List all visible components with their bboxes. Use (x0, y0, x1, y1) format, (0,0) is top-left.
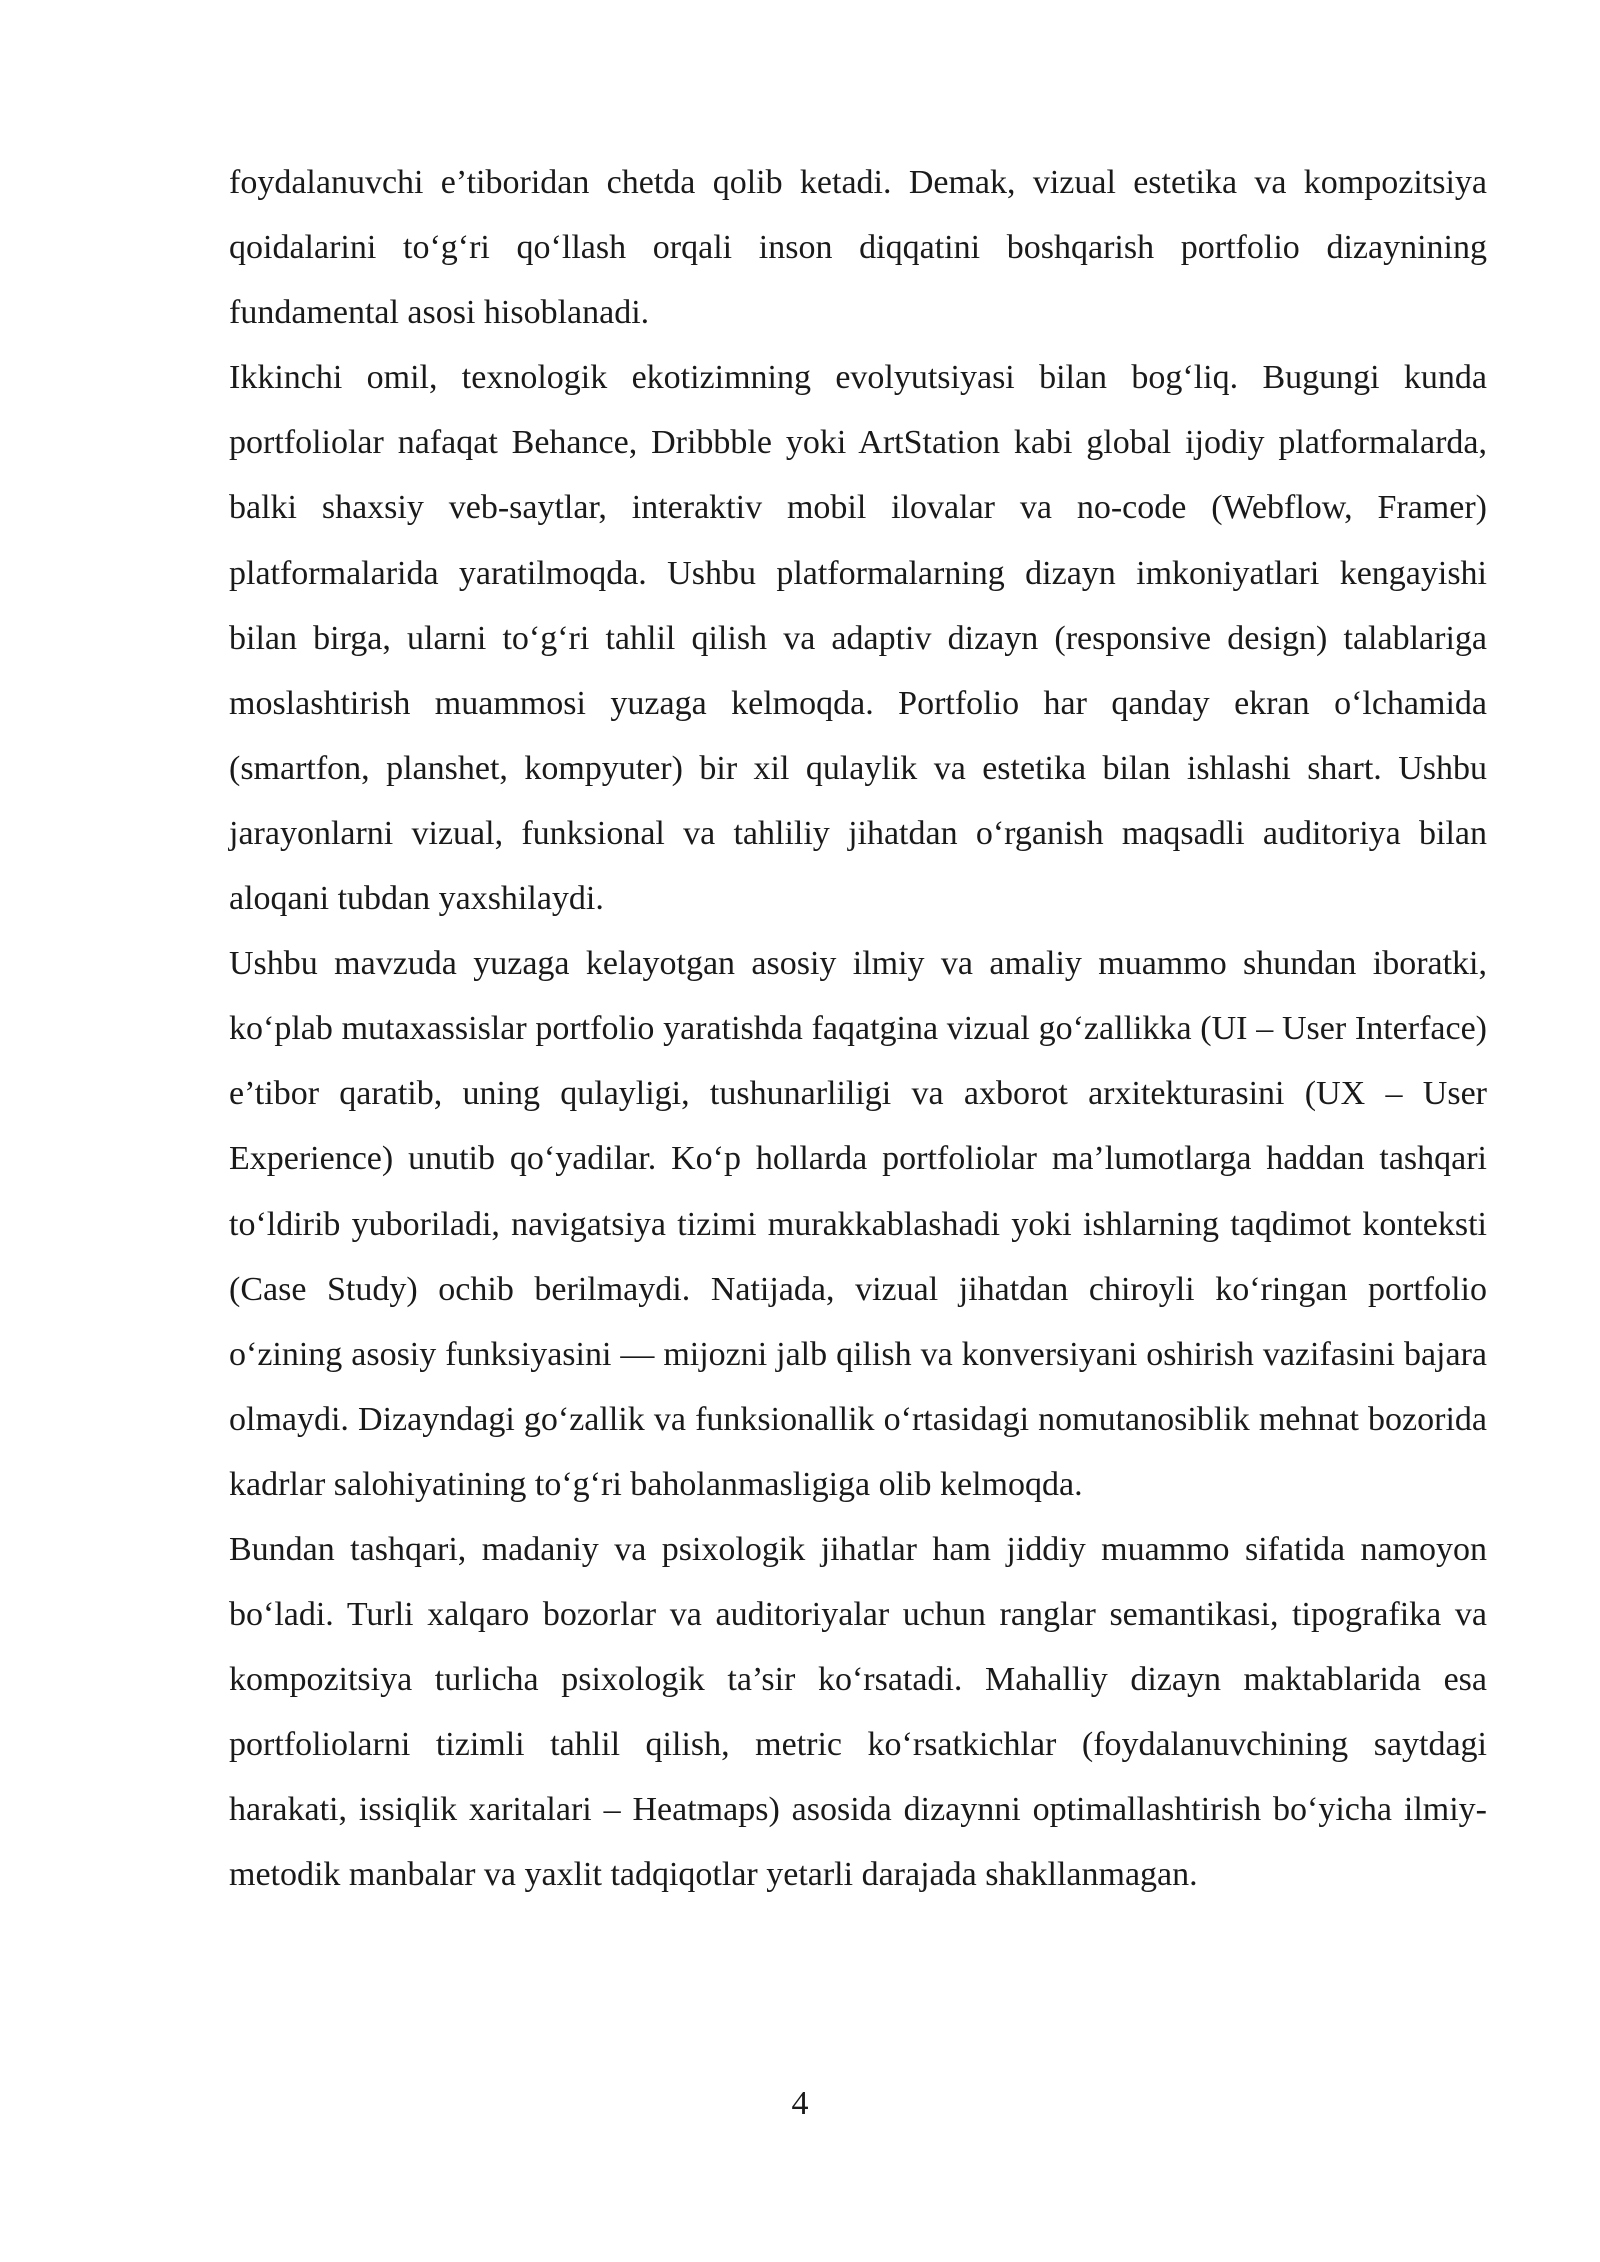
paragraph-4: Bundan tashqari, madaniy va psixologik jihatlar ham jiddiy muammo sifatida namoyon bo‘ladi. Turli xalqaro bozorlar va auditoriyalar uchun ranglar semantikasi, tipografika va kompozitsiya turlicha psixologik ta’sir ko‘rsatadi. Mahalliy dizayn maktablarida esa portfoliolarni tizimli tahlil qilish, metric ko‘rsatkichlar (foydalanuvchining saytdagi harakati, issiqlik xaritalari – Heatmaps) asosida dizaynni optimallashtirish bo‘yicha ilmiy-metodik manbalar va yaxlit tadqiqotlar yetarli darajada shakllanmagan. (229, 1530, 1487, 1894)
paragraph-2: Ikkinchi omil, texnologik ekotizimning evolyutsiyasi bilan bog‘liq. Bugungi kunda portfoliolar nafaqat Behance, Dribbble yoki ArtStation kabi global ijodiy platformalarda, balki shaxsiy veb-saytlar, interaktiv mobil ilovalar va no-code (Webflow, Framer) platformalarida yaratilmoqda. Ushbu platformalarning dizayn imkoniyatlari kengayishi bilan birga, ularni to‘g‘ri tahlil qilish va adaptiv dizayn (responsive design) talablariga moslashtirish muammosi yuzaga kelmoqda. Portfolio har qanday ekran o‘lchamida (smartfon, planshet, kompyuter) bir xil qulaylik va estetika bilan ishlashi shart. Ushbu jarayonlarni vizual, funksional va tahliliy jihatdan o‘rganish maqsadli auditoriya bilan aloqani tubdan yaxshilaydi. (229, 359, 1487, 918)
page-number: 4 (791, 2085, 809, 2122)
body-text (229, 150, 1487, 1908)
paragraph-3: Ushbu mavzuda yuzaga kelayotgan asosiy ilmiy va amaliy muammo shundan iboratki, ko‘plab mutaxassislar portfolio yaratishda faqatgina vizual go‘zallikka (UI – User Interface) e’tibor qaratib, uning qulayligi, tushunarliligi va axborot arxitekturasini (UX – User Experience) unutib qo‘yadilar. Ko‘p hollarda portfoliolar ma’lumotlarga haddan tashqari to‘ldirib yuboriladi, navigatsiya tizimi murakkablashadi yoki ishlarning taqdimot konteksti (Case Study) ochib berilmaydi. Natijada, vizual jihatdan chiroyli ko‘ringan portfolio o‘zining asosiy funksiyasini — mijozni jalb qilish va konversiyani oshirish vazifasini bajara olmaydi. Dizayndagi go‘zallik va funksionallik o‘rtasidagi nomutanosiblik mehnat bozorida kadrlar salohiyatining to‘g‘ri baholanmasligiga olib kelmoqda. (229, 945, 1487, 1503)
paragraph-1: foydalanuvchi e’tiboridan chetda qolib ketadi. Demak, vizual estetika va kompozitsiya qoidalarini to‘g‘ri qo‘llash orqali inson diqqatini boshqarish portfolio dizaynining fundamental asosi hisoblanadi. (229, 164, 1487, 332)
